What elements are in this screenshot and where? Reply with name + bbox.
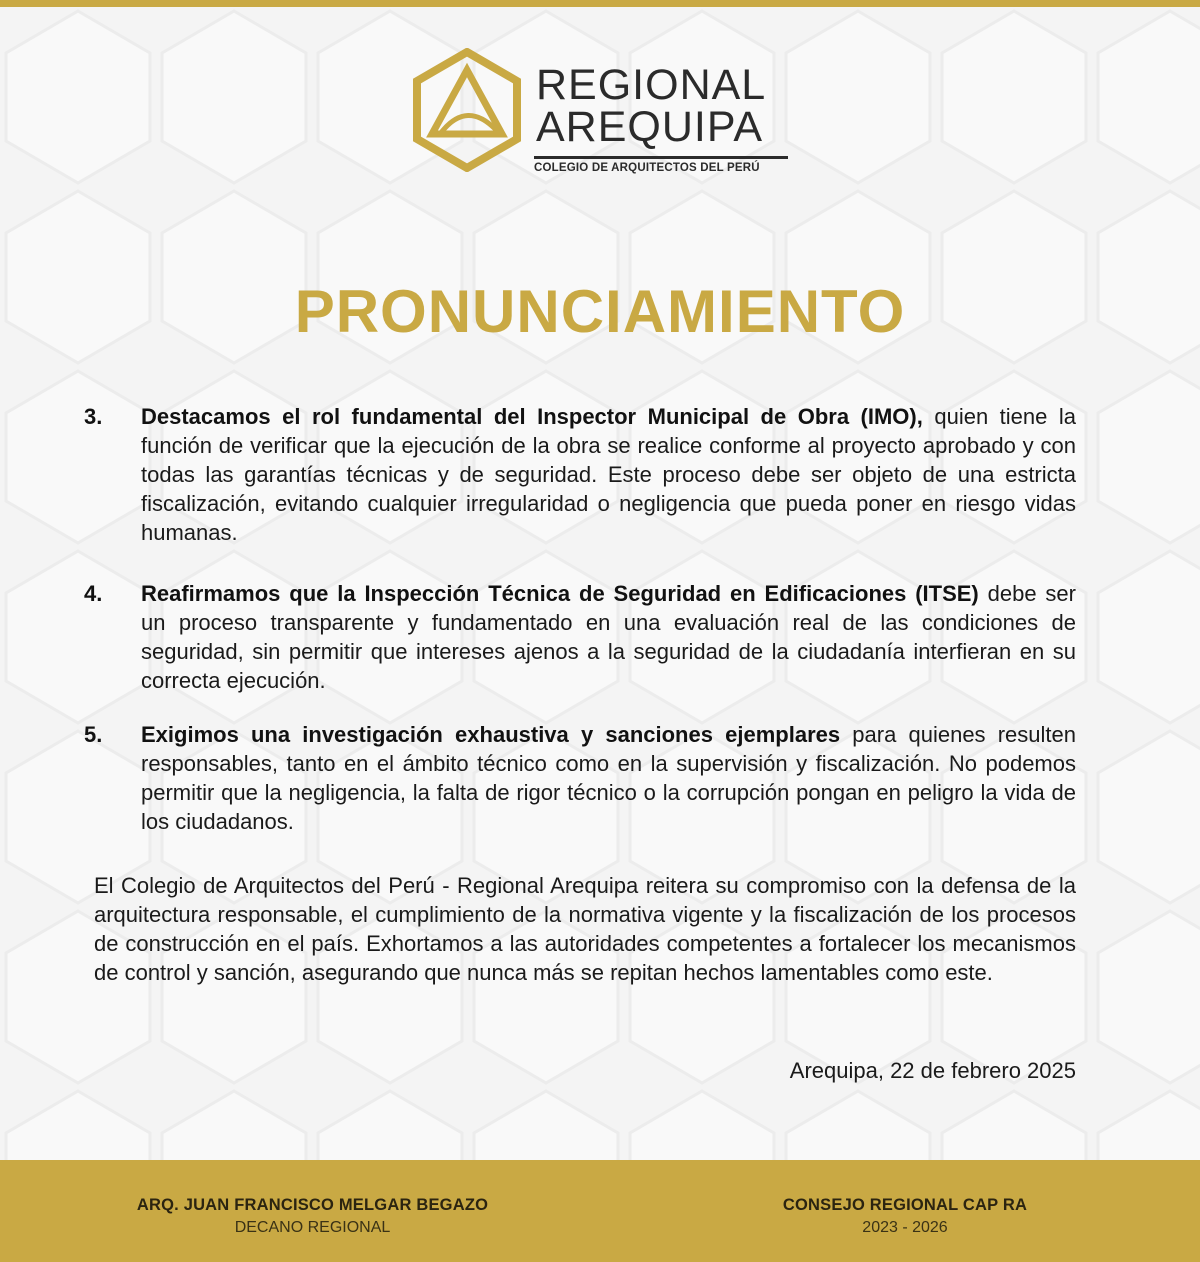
hexagon-triangle-logo-icon bbox=[412, 48, 522, 172]
item-bold-text: Exigimos una investigación exhaustiva y sanciones ejemplares bbox=[141, 722, 841, 747]
item-body-text: quien tiene la función de verificar que la ejecución de la obra se realice conforme al proyecto aprobado y con todas las garantías técnicas y de seguridad. Este proceso debe ser objeto de una estricta fiscalización, evitando cualquier irregularidad o negligencia que pueda poner en riesgo vidas humanas. bbox=[141, 404, 1076, 545]
item-body-text: debe ser un proceso transparente y fundamentado en una evaluación real de las condiciones de seguridad, sin permitir que intereses ajenos a la seguridad de la ciudadanía interfieran en su correcta ejecución. bbox=[141, 581, 1076, 693]
logo-text-arequipa: AREQUIPA bbox=[536, 103, 764, 151]
date-line: Arequipa, 22 de febrero 2025 bbox=[789, 1058, 1076, 1083]
signature-role: DECANO REGIONAL bbox=[234, 1219, 391, 1236]
signature-name: CONSEJO REGIONAL CAP RA bbox=[782, 1196, 1028, 1214]
item-text bbox=[141, 720, 1076, 836]
item-bold-text: Reafirmamos que la Inspección Técnica de Seguridad en Edificaciones (ITSE) bbox=[141, 581, 979, 606]
item-bold-text: Destacamos el rol fundamental del Inspector Municipal de Obra (IMO), bbox=[141, 404, 923, 429]
item-number: 4. bbox=[84, 581, 103, 606]
footer bbox=[0, 1160, 1200, 1262]
signature-dean bbox=[110, 1196, 515, 1237]
logo-divider bbox=[534, 156, 788, 159]
signature-name: ARQ. JUAN FRANCISCO MELGAR BEGAZO bbox=[136, 1196, 489, 1214]
logo-text-regional: REGIONAL bbox=[536, 61, 767, 109]
item-number: 5. bbox=[84, 722, 103, 747]
logo-subtitle: COLEGIO DE ARQUITECTOS DEL PERÚ bbox=[534, 162, 760, 174]
logo bbox=[412, 48, 802, 178]
item-number: 3. bbox=[84, 404, 103, 429]
top-gold-strip bbox=[0, 0, 1200, 7]
item-text bbox=[141, 579, 1076, 695]
page-title: PRONUNCIAMIENTO bbox=[294, 278, 906, 345]
signature-council bbox=[760, 1196, 1050, 1237]
closing-paragraph: El Colegio de Arquitectos del Perú - Regional Arequipa reitera su compromiso con la defensa de la arquitectura responsable, el cumplimiento de la normativa vigente y la fiscalización de los procesos de construcción en el país. Exhortamos a las autoridades competentes a fortalecer los mecanismos de control y sanción, asegurando que nunca más se repitan hechos lamentables como este. bbox=[94, 873, 1076, 985]
item-body-text: para quienes resulten responsables, tanto en el ámbito técnico como en la supervisión y fiscalización. No podemos permitir que la negligencia, la falta de rigor técnico o la corrupción pongan en peligro la vida de los ciudadanos. bbox=[141, 722, 1077, 834]
item-text bbox=[141, 402, 1076, 547]
signature-role: 2023 - 2026 bbox=[862, 1219, 948, 1236]
